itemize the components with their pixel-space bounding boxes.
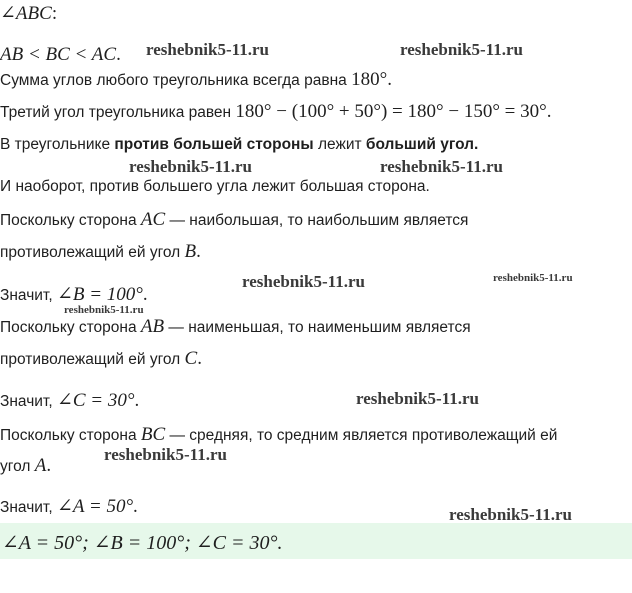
ac-line: Поскольку сторона AC — наибольшая, то наибольшим является xyxy=(0,209,469,230)
rule-line: В треугольнике против большей стороны лежит больший угол. xyxy=(0,136,479,153)
bc-line-2: угол A. xyxy=(0,455,52,476)
ab-line-2: противолежащий ей угол C. xyxy=(0,348,202,369)
watermark: reshebnik5-11.ru xyxy=(146,40,269,59)
bc-line: Поскольку сторона BC — средняя, то средним является противолежащий ей xyxy=(0,424,558,445)
third-angle-math: 180° − (100° + 50°) = 180° − 150° = 30° xyxy=(235,101,547,122)
watermark: reshebnik5-11.ru xyxy=(400,40,523,59)
ab-line: Поскольку сторона AB — наименьшая, то наименьшим является xyxy=(0,316,471,337)
answer-text: ∠A = 50°; ∠B = 100°; ∠C = 30°. xyxy=(2,532,283,554)
angle-b-line: Значит, ∠B = 100°. xyxy=(0,284,148,305)
ac-line-2: противолежащий ей угол B. xyxy=(0,241,201,262)
watermark: reshebnik5-11.ru xyxy=(104,445,227,464)
angle-sum-line: Сумма углов любого треугольника всегда равна 180°. xyxy=(0,69,392,90)
watermark: reshebnik5-11.ru xyxy=(129,157,252,176)
side-inequality: AB < BC < AC. xyxy=(0,44,121,65)
angle-abc: ∠ABC xyxy=(0,3,52,24)
third-angle-line: Третий угол треугольника равен 180° − (100° + 50°) = 180° − 150° = 30°. xyxy=(0,101,552,122)
angle-a-line: Значит, ∠A = 50°. xyxy=(0,496,138,517)
converse-line: И наоборот, против большего угла лежит большая сторона. xyxy=(0,178,430,195)
angle-c-line: Значит, ∠C = 30°. xyxy=(0,390,140,411)
watermark: reshebnik5-11.ru xyxy=(64,304,144,316)
heading: ∠ABC: xyxy=(0,3,58,24)
watermark: reshebnik5-11.ru xyxy=(242,272,365,291)
watermark: reshebnik5-11.ru xyxy=(356,389,479,408)
answer-box xyxy=(0,523,632,559)
watermark: reshebnik5-11.ru xyxy=(380,157,503,176)
watermark: reshebnik5-11.ru xyxy=(493,272,573,284)
inequality-math: AB < BC < AC xyxy=(0,44,117,65)
watermark: reshebnik5-11.ru xyxy=(449,505,572,524)
